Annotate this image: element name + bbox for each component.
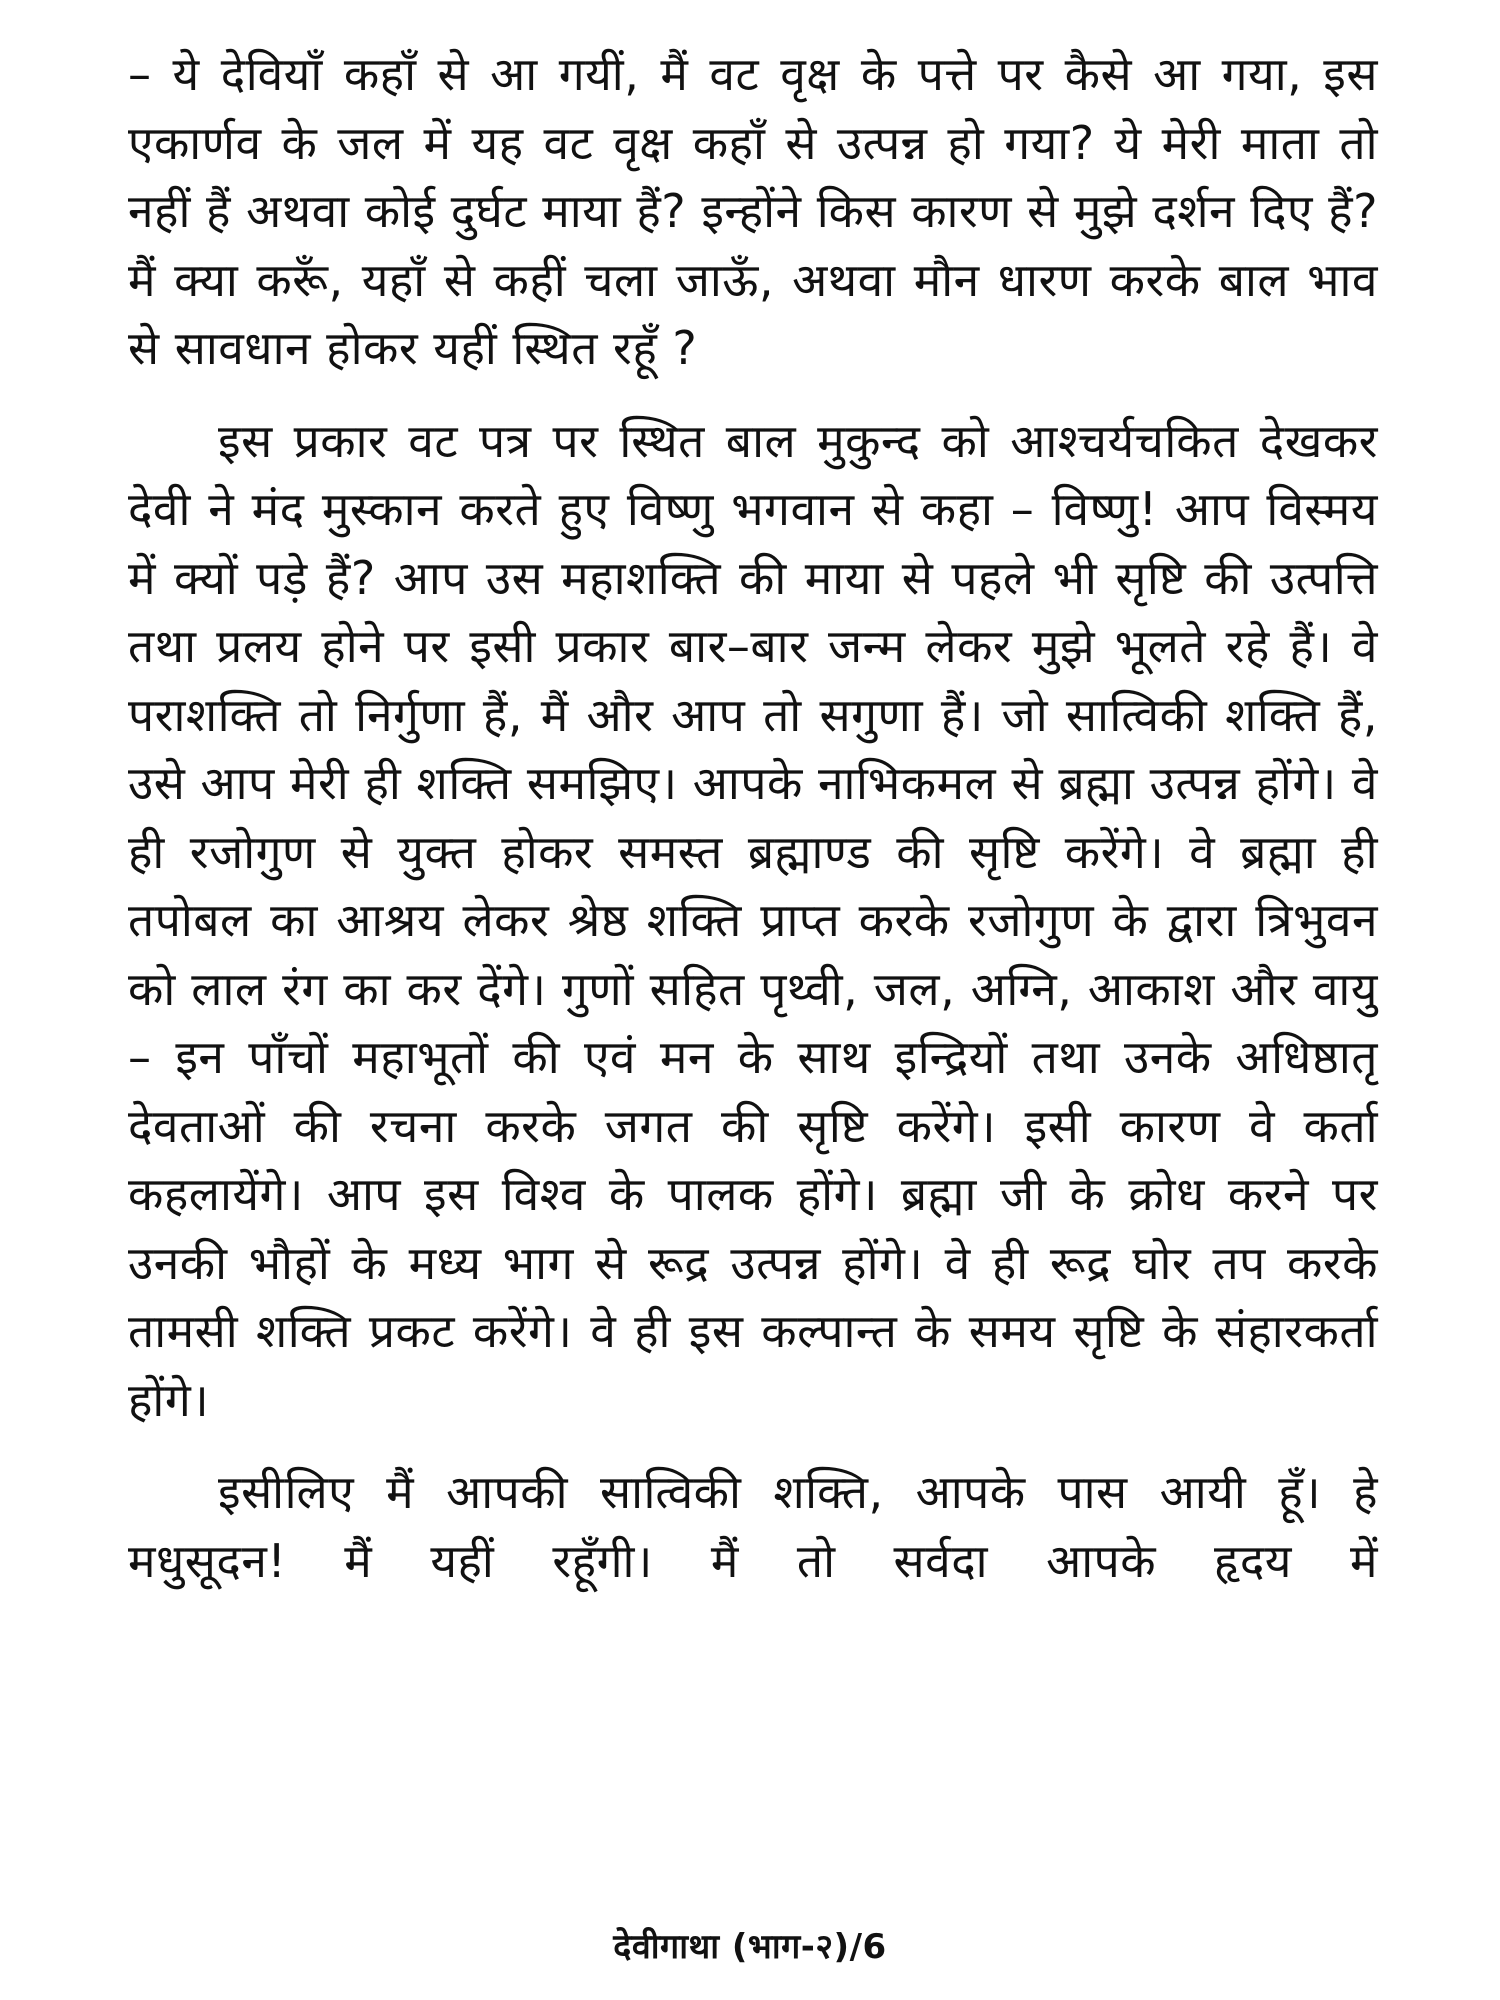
document-page [128,40,1378,1940]
paragraph-2: इस प्रकार वट पत्र पर स्थित बाल मुकुन्द को आश्चर्यचकित देखकर देवी ने मंद मुस्कान करते हुए विष्णु भगवान से कहा – विष्णु! आप विस्मय में क्यों पड़े हैं? आप उस महाशक्ति की माया से पहले भी सृष्टि की उत्पत्ति तथा प्रलय होने पर इसी प्रकार बार–बार जन्म लेकर मुझे भूलते रहे हैं। वे पराशक्ति तो निर्गुणा हैं, मैं और आप तो सगुणा हैं। जो सात्विकी शक्ति हैं, उसे आप मेरी ही शक्ति समझिए। आपके नाभिकमल से ब्रह्मा उत्पन्न होंगे। वे ही रजोगुण से युक्त होकर समस्त ब्रह्माण्ड की सृष्टि करेंगे। वे ब्रह्मा ही तपोबल का आश्रय लेकर श्रेष्ठ शक्ति प्राप्त करके रजोगुण के द्वारा त्रिभुवन को लाल रंग का कर देंगे। गुणों सहित पृथ्वी, जल, अग्नि, आकाश और वायु – इन पाँचों महाभूतों की एवं मन के साथ इन्द्रियों तथा उनके अधिष्ठातृ देवताओं की रचना करके जगत की सृष्टि करेंगे। इसी कारण वे कर्ता कहलायेंगे। आप इस विश्व के पालक होंगे। ब्रह्मा जी के क्रोध करने पर उनकी भौहों के मध्य भाग से रूद्र उत्पन्न होंगे। वे ही रूद्र घोर तप करके तामसी शक्ति प्रकट करेंगे। वे ही इस कल्पान्त के समय सृष्टि के संहारकर्ता होंगे। [128,413,1378,1427]
page-footer: देवीगाथा (भाग-२)/6 [613,1927,887,1967]
paragraph-1: – ये देवियाँ कहाँ से आ गयीं, मैं वट वृक्ष के पत्ते पर कैसे आ गया, इस एकार्णव के जल में यह वट वृक्ष कहाँ से उत्पन्न हो गया? ये मेरी माता तो नहीं हैं अथवा कोई दुर्घट माया हैं? इन्होंने किस कारण से मुझे दर्शन दिए हैं? मैं क्या करूँ, यहाँ से कहीं चला जाऊँ, अथवा मौन धारण करके बाल भाव से सावधान होकर यहीं स्थित रहूँ ? [128,47,1378,375]
paragraph-3: इसीलिए मैं आपकी सात्विकी शक्ति, आपके पास आयी हूँ। हे मधुसूदन! मैं यहीं रहूँगी। मैं तो सर्वदा आपके हृदय में [128,1465,1378,1588]
